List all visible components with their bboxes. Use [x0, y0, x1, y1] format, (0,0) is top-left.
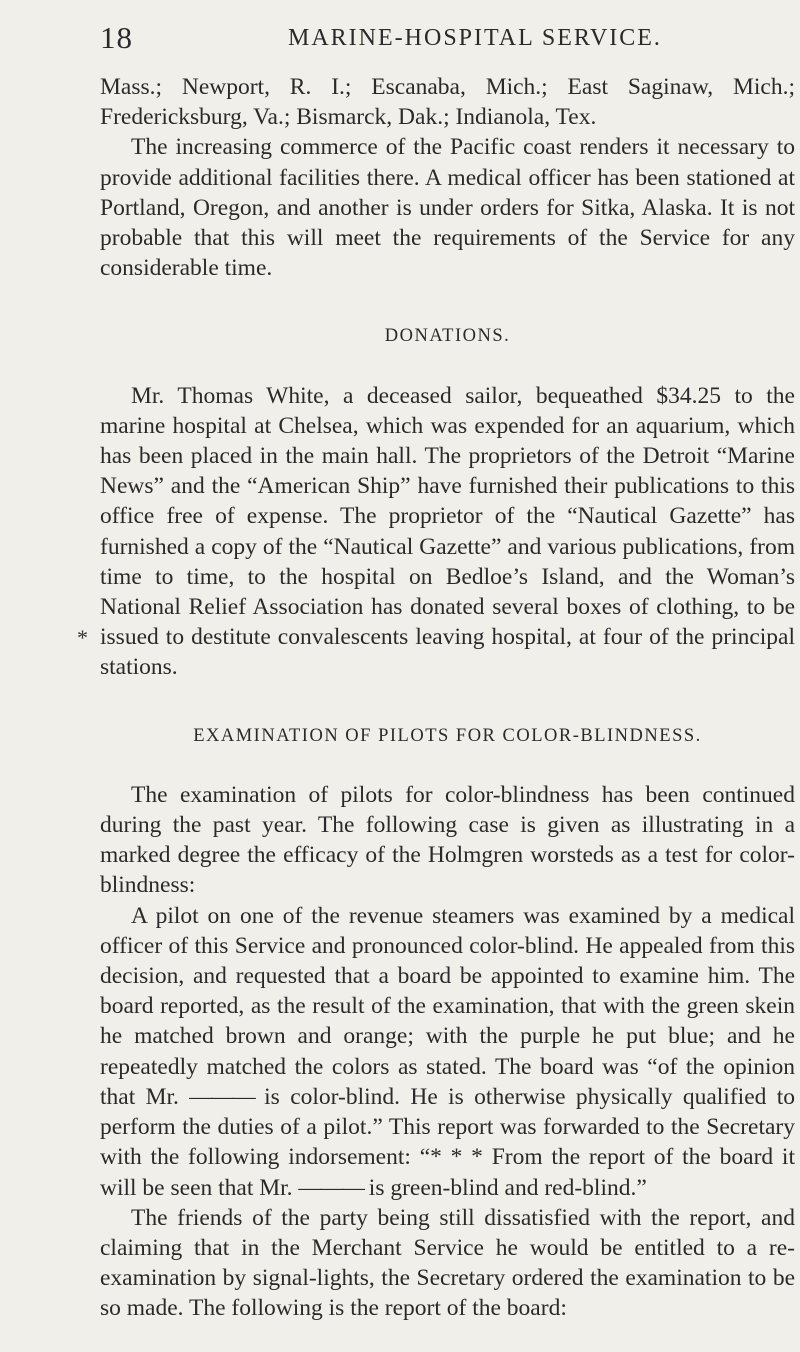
- paragraph-examination-intro: The examination of pilots for color-blindness has been continued during the past year. The following case is given as illustrating in a marked degree the efficacy of the Holmgren worsteds as a test for color-blindness:: [100, 781, 795, 899]
- name-blank-1: ———: [189, 1083, 254, 1110]
- pilot-case-text-2: is color-blind. He is otherwise physically qualified to perform the duties of a pilot.” This report was forwarded to the Secretary with the following indorsement: “* * * From the report of the board it will be seen that Mr.: [100, 1083, 796, 1201]
- paragraph-donations: Mr. Thomas White, a deceased sailor, bequeathed $34.25 to the marine hospital at Chelsea, which was expended for an aquarium, which has been placed in the main hall. The proprietors of the Detroit “Marine News” and the “American Ship” have furnished their publications to this office free of expense. The proprietor of the “Nautical Gazette” has furnished a copy of the “Nautical Gazette” and various publications, from time to time, to the hospital on Bedloe’s Island, and the Woman’s National Relief Association has donated several boxes of clothing, to be issued to destitute convalescents leaving hospital, at four of the principal stations.: [100, 382, 795, 681]
- paragraph-reexamination: The friends of the party being still dissatisfied with the report, and claiming that in the Merchant Service he would be entitled to a re-examination by signal-lights, the Secretary ordered the examination to be so made. The following is the report of the board:: [100, 1204, 795, 1322]
- heading-examination: EXAMINATION OF PILOTS FOR COLOR-BLINDNESS.: [193, 725, 702, 746]
- body-text: [100, 72, 795, 1324]
- running-title: MARINE-HOSPITAL SERVICE.: [288, 25, 662, 51]
- heading-donations: DONATIONS.: [384, 326, 511, 347]
- page-number: 18: [100, 20, 133, 55]
- pilot-case-text-3: is green-blind and red-blind.”: [368, 1174, 647, 1201]
- margin-asterisk: *: [77, 625, 88, 650]
- paragraph-continuation: Mass.; Newport, R. I.; Escanaba, Mich.; East Saginaw, Mich.; Fredericksburg, Va.; Bismarck, Dak.; Indianola, Tex.: [100, 74, 795, 131]
- paragraph-pacific-coast: The increasing commerce of the Pacific coast renders it necessary to provide additional facilities there. A medical officer has been stationed at Portland, Oregon, and another is under orders for Sitka, Alaska. It is not probable that this will meet the requirements of the Service for any considerable time.: [100, 134, 795, 282]
- pilot-case-text-1: A pilot on one of the revenue steamers was examined by a medical officer of this Service and pronounced color-blind. He appealed from this decision, and requested that a board be appointed to examine him. The board reported, as the result of the examination, that with the green skein he matched brown and orange; with the purple he put blue; and he repeatedly matched the colors as stated. The board was “of the opinion that Mr.: [100, 902, 795, 1110]
- name-blank-2: ———: [298, 1174, 363, 1201]
- paragraph-pilot-case: [100, 901, 795, 1203]
- running-head: [100, 20, 760, 60]
